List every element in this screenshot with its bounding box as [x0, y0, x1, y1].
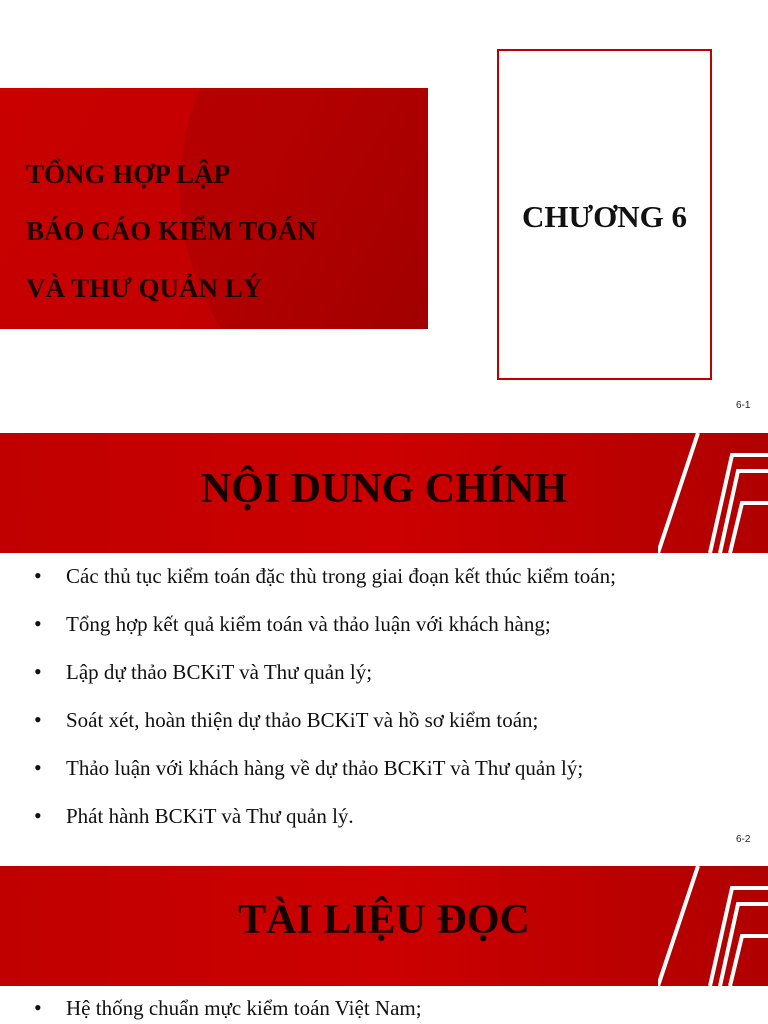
- chapter-title: [26, 146, 317, 317]
- bullet-icon: •: [34, 995, 42, 1020]
- reading-bullet-list: [0, 993, 422, 1024]
- section-header-band: [0, 866, 768, 986]
- list-item: • Hệ thống chuẩn mực kiểm toán Việt Nam;: [0, 993, 422, 1024]
- list-item: • Các thủ tục kiểm toán đặc thù trong giai đoạn kết thúc kiểm toán;: [0, 561, 616, 609]
- chapter-label: CHƯƠNG 6: [521, 199, 688, 234]
- list-item: • Phát hành BCKiT và Thư quản lý.: [0, 801, 616, 849]
- slide-number: 6-2: [736, 834, 751, 845]
- bullet-icon: •: [34, 755, 42, 780]
- content-bullet-list: [0, 561, 616, 849]
- list-item: • Lập dự thảo BCKiT và Thư quản lý;: [0, 657, 616, 705]
- chapter-title-line: BÁO CÁO KIỂM TOÁN: [26, 216, 317, 246]
- list-item: • Thảo luận với khách hàng về dự thảo BCKiT và Thư quản lý;: [0, 753, 616, 801]
- bullet-icon: •: [34, 611, 42, 636]
- chapter-title-line: TỔNG HỢP LẬP: [26, 159, 231, 189]
- section-heading: TÀI LIỆU ĐỌC: [238, 897, 530, 943]
- bullet-icon: •: [34, 803, 42, 828]
- slide-number: 6-1: [736, 400, 751, 411]
- list-item: • Soát xét, hoàn thiện dự thảo BCKiT và hồ sơ kiểm toán;: [0, 705, 616, 753]
- chapter-box: [497, 49, 712, 380]
- bullet-icon: •: [34, 707, 42, 732]
- section-heading: NỘI DUNG CHÍNH: [200, 466, 568, 512]
- logo-stripes-icon: [658, 433, 768, 553]
- section-header-band: [0, 433, 768, 553]
- bullet-icon: •: [34, 563, 42, 588]
- list-item: • Tổng hợp kết quả kiểm toán và thảo luận với khách hàng;: [0, 609, 616, 657]
- chapter-title-line: VÀ THƯ QUẢN LÝ: [26, 273, 263, 303]
- bullet-icon: •: [34, 659, 42, 684]
- logo-stripes-icon: [658, 866, 768, 986]
